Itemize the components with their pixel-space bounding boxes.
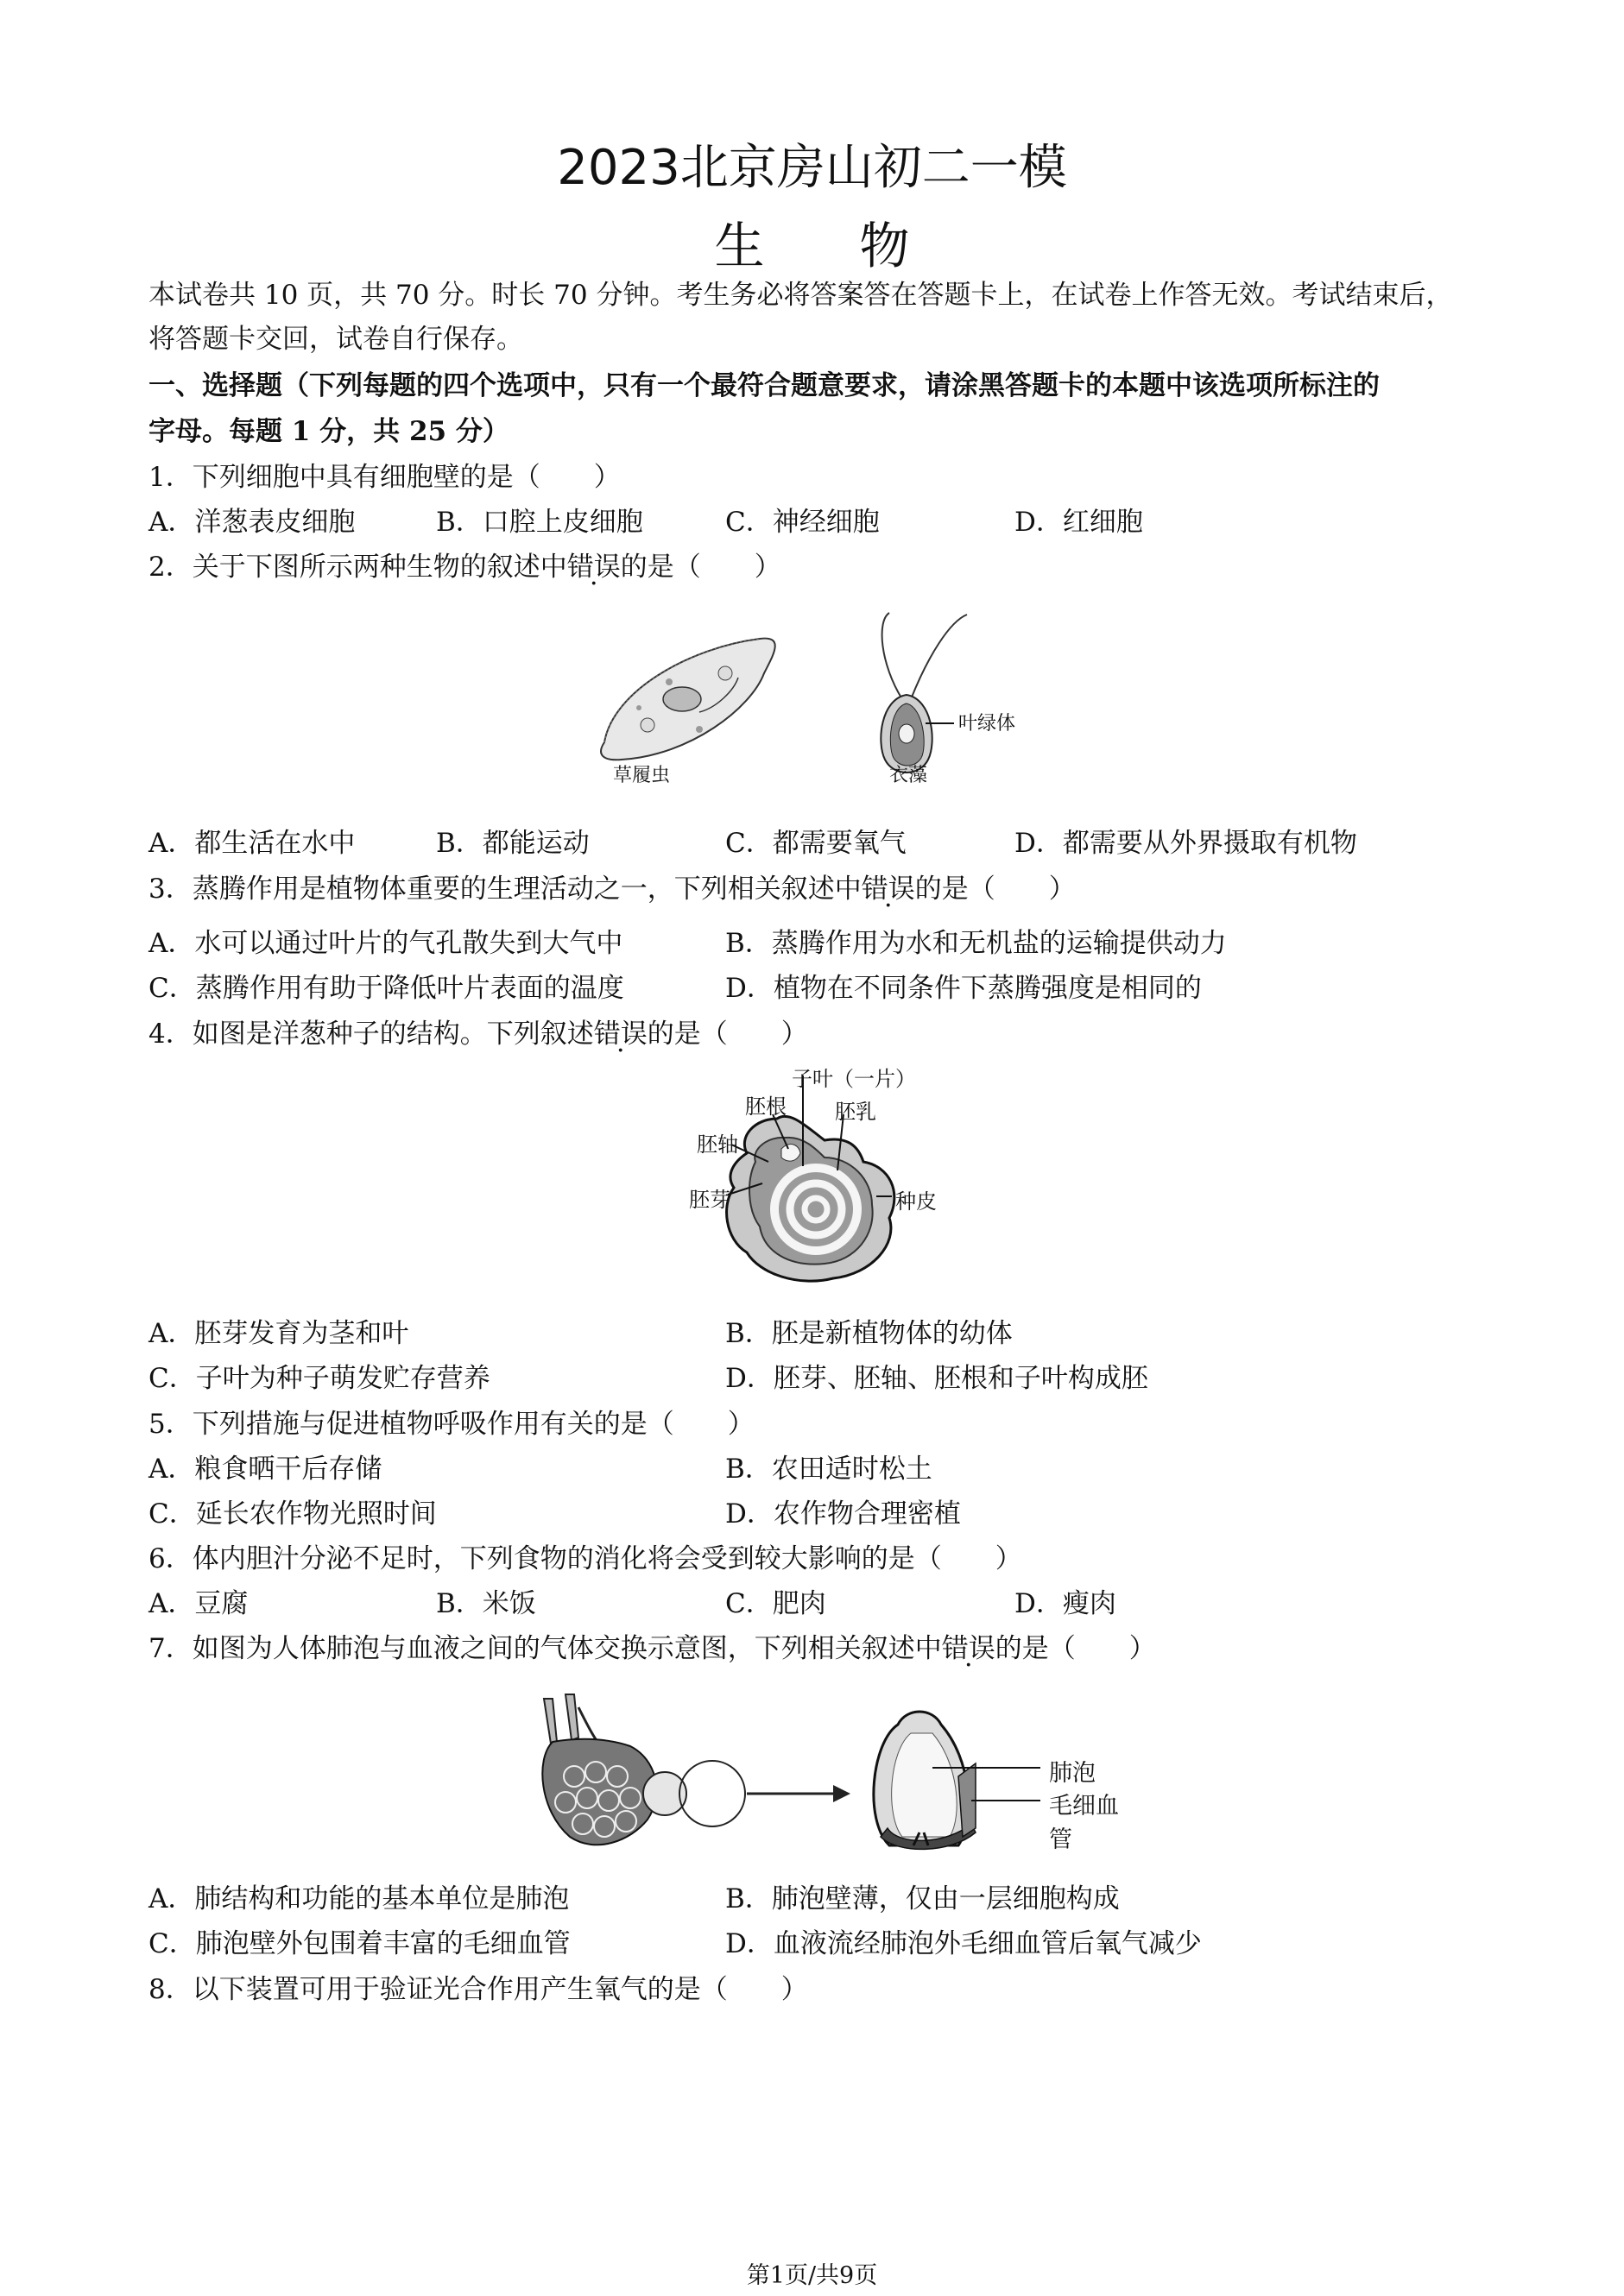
question-6-stem: 6．体内胆汁分泌不足时，下列食物的消化将会受到较大影响的是（ ） <box>148 1543 1022 1574</box>
q1-option-a: A．洋葱表皮细胞 <box>148 507 356 538</box>
q4-option-c: C．子叶为种子萌发贮存营养 <box>148 1363 490 1394</box>
question-4-stem: 4．如图是洋葱种子的结构。下列叙述错误的是（ ） <box>148 1019 808 1050</box>
paramecium-label: 草履虫 <box>613 765 671 786</box>
q4-option-d: D．胚芽、胚轴、胚根和子叶构成胚 <box>725 1363 1148 1394</box>
capillary-label: 毛细血管 <box>1049 1793 1119 1853</box>
q4-option-b: B．胚是新植物体的幼体 <box>725 1318 1013 1349</box>
q3-option-c: C．蒸腾作用有助于降低叶片表面的温度 <box>148 973 624 1004</box>
chloroplast-label: 叶绿体 <box>958 713 1016 735</box>
q1-option-b: B．口腔上皮细胞 <box>436 507 643 538</box>
lung-lobule-illustration <box>542 1694 745 1845</box>
question-7-stem: 7．如图为人体肺泡与血液之间的气体交换示意图，下列相关叙述中错误的是（ ） <box>148 1633 1156 1664</box>
section-heading-line-1: 一、选择题（下列每题的四个选项中，只有一个最符合题意要求，请涂黑答题卡的本题中该选项所标注的 <box>148 370 1380 401</box>
chlamydomonas-label: 衣藻 <box>889 765 928 786</box>
emphasis-mark: 错误 <box>566 552 621 583</box>
seedcoat-label: 种皮 <box>895 1189 937 1214</box>
q1-option-c: C．神经细胞 <box>725 507 880 538</box>
q7-option-b: B．肺泡壁薄，仅由一层细胞构成 <box>725 1883 1120 1914</box>
figure-paramecium-chlamydomonas <box>587 604 1071 803</box>
q1-option-d: D．红细胞 <box>1014 507 1143 538</box>
figure-onion-seed <box>686 1067 945 1300</box>
subject-title: 生物 <box>714 217 1005 275</box>
question-3-stem: 3．蒸腾作用是植物体重要的生理活动之一，下列相关叙述中错误的是（ ） <box>148 874 1076 905</box>
question-5-stem: 5．下列措施与促进植物呼吸作用有关的是（ ） <box>148 1409 755 1440</box>
question-2-stem: 2．关于下图所示两种生物的叙述中错误的是（ ） <box>148 552 781 583</box>
q2-option-b: B．都能运动 <box>436 828 590 859</box>
q6-option-c: C．肥肉 <box>725 1588 826 1619</box>
paramecium-illustration <box>601 639 775 760</box>
q5-option-c: C．延长农作物光照时间 <box>148 1498 437 1530</box>
q5-option-a: A．粮食晒干后存储 <box>148 1454 382 1485</box>
q2-option-a: A．都生活在水中 <box>148 828 356 859</box>
q6-option-a: A．豆腐 <box>148 1588 249 1619</box>
alveolus-magnified-illustration <box>874 1712 976 1849</box>
hypocotyl-label: 胚轴 <box>697 1132 738 1157</box>
question-1-stem: 1．下列细胞中具有细胞壁的是（ ） <box>148 462 621 493</box>
chlamydomonas-illustration <box>881 613 967 773</box>
emphasis-mark: 错误 <box>593 1019 648 1050</box>
q7-option-a: A．肺结构和功能的基本单位是肺泡 <box>148 1883 570 1914</box>
plumule-label: 胚芽 <box>689 1188 730 1212</box>
section-heading-line-2: 字母。每题 1 分，共 25 分） <box>148 416 509 447</box>
endosperm-label: 胚乳 <box>835 1100 876 1124</box>
emphasis-mark: 错误 <box>941 1633 995 1664</box>
q7-option-d: D．血液流经肺泡外毛细血管后氧气减少 <box>725 1928 1202 1959</box>
q6-option-d: D．瘦肉 <box>1014 1588 1116 1619</box>
cotyledon-label: 子叶（一片） <box>792 1067 916 1091</box>
page-footer: 第1页/共9页 <box>746 2262 878 2289</box>
q3-option-b: B．蒸腾作用为水和无机盐的运输提供动力 <box>725 928 1227 959</box>
intro-line-1: 本试卷共 10 页，共 70 分。时长 70 分钟。考生务必将答案答在答题卡上，在试卷上作答无效。考试结束后， <box>148 280 1453 311</box>
q3-option-d: D．植物在不同条件下蒸腾强度是相同的 <box>725 973 1202 1004</box>
q5-option-b: B．农田适时松土 <box>725 1454 932 1485</box>
q4-option-a: A．胚芽发育为茎和叶 <box>148 1318 409 1349</box>
q5-option-d: D．农作物合理密植 <box>725 1498 961 1530</box>
q7-option-c: C．肺泡壁外包围着丰富的毛细血管 <box>148 1928 571 1959</box>
question-8-stem: 8．以下装置可用于验证光合作用产生氧气的是（ ） <box>148 1974 808 2005</box>
q3-option-a: A．水可以通过叶片的气孔散失到大气中 <box>148 928 623 959</box>
q2-option-c: C．都需要氧气 <box>725 828 907 859</box>
emphasis-mark: 错误 <box>861 874 915 905</box>
figure-alveolus-gas-exchange <box>527 1690 1131 1863</box>
q2-option-d: D．都需要从外界摄取有机物 <box>1014 828 1357 859</box>
radicle-label: 胚根 <box>745 1094 787 1119</box>
q6-option-b: B．米饭 <box>436 1588 536 1619</box>
alveolus-label: 肺泡 <box>1049 1760 1096 1787</box>
page-title: 2023北京房山初二一模 <box>557 140 1067 196</box>
intro-line-2: 将答题卡交回，试卷自行保存。 <box>148 324 523 355</box>
